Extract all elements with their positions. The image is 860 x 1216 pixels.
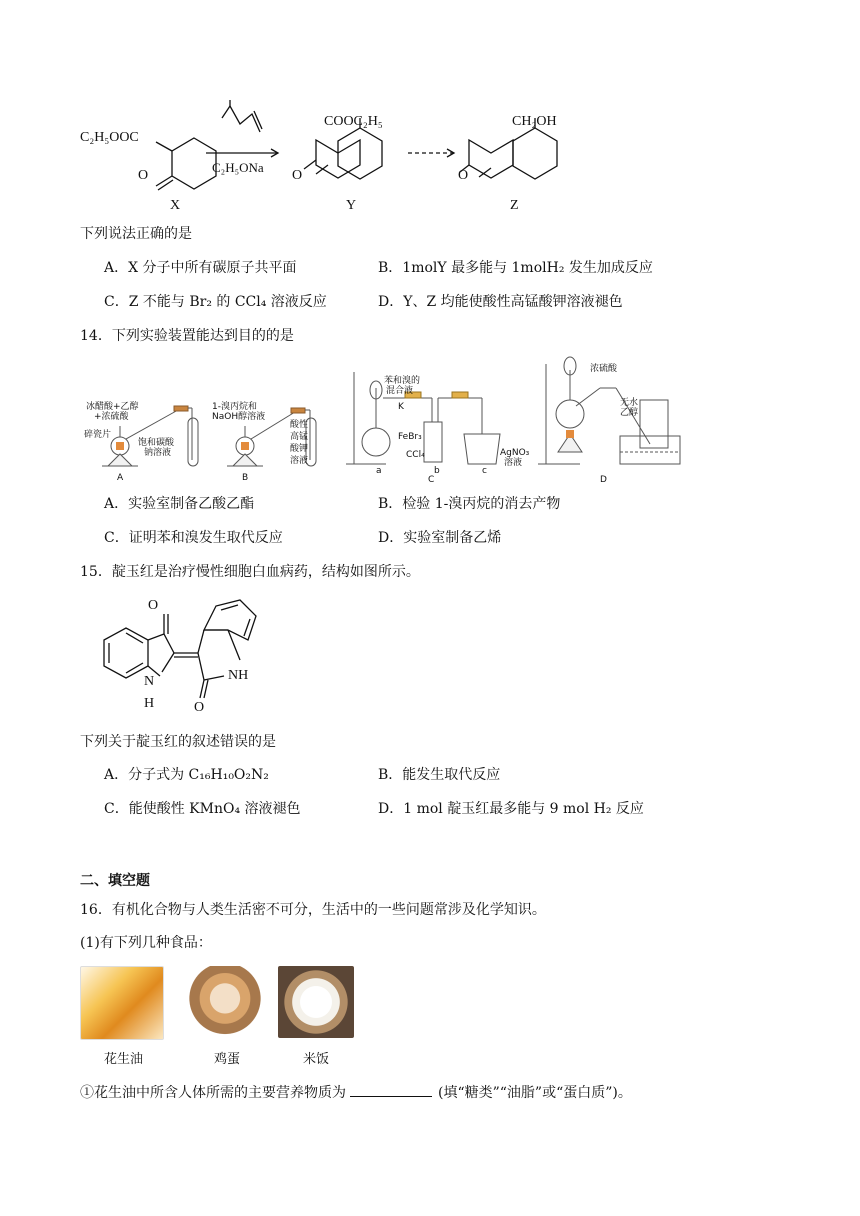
q16-sub1: (1)有下列几种食品： (80, 935, 212, 951)
a-reagent-label-2: +浓硫酸 (94, 412, 129, 422)
a-solution-label: 饱和碳酸 (138, 438, 175, 448)
d-acid-label: 浓硫酸 (590, 364, 618, 374)
d-label: D (600, 475, 607, 485)
q16-q1 (80, 1082, 632, 1103)
q13-option-b: B．1molY 最多能与 1molH₂ 发生加成反应 (378, 260, 653, 276)
a-solution-label-2: 钠溶液 (144, 448, 172, 458)
c-agno3-label-2: 溶液 (504, 458, 523, 468)
indirubin-o-bottom: O (194, 700, 205, 715)
label-x: X (170, 198, 181, 213)
a-chip-label: 碎瓷片 (84, 430, 112, 440)
b-reagent-label: 1-溴丙烷和 (212, 402, 257, 412)
c-ccl4-label: CCl₄ (406, 450, 425, 460)
indirubin-structure (76, 590, 276, 720)
reagent-label: C₂H₅ONa (212, 160, 264, 175)
label-y: Y (346, 198, 357, 213)
x-ester-label: C₂H₅OOC (80, 130, 139, 145)
indirubin-o-top: O (148, 598, 159, 613)
q14-option-a: A．实验室制备乙酸乙酯 (104, 496, 255, 512)
c-k-label: K (398, 402, 404, 412)
food-label-rice: 米饭 (303, 1052, 330, 1067)
d-ethanol-label-2: 乙醇 (620, 408, 639, 418)
y-oxo-label: O (292, 168, 303, 183)
rice-image (278, 966, 354, 1038)
x-oxo-label: O (138, 168, 149, 183)
q14-stem: 14．下列实验装置能达到目的的是 (80, 328, 294, 344)
food-label-eggs: 鸡蛋 (214, 1052, 241, 1067)
q15-stem: 15．靛玉红是治疗慢性细胞白血病药，结构如图所示。 (80, 564, 420, 580)
b-solution-label-2: 高锰 (290, 432, 309, 442)
c-febr3-label: FeBr₃ (398, 432, 422, 442)
a-reagent-label: 冰醋酸+乙醇 (86, 402, 139, 412)
q15-option-a: A．分子式为 C₁₆H₁₀O₂N₂ (104, 767, 269, 783)
c-label: C (428, 475, 435, 485)
q14-option-c: C．证明苯和溴发生取代反应 (104, 530, 283, 546)
q13-stem: 下列说法正确的是 (80, 226, 192, 242)
q16-stem: 16．有机化合物与人类生活密不可分，生活中的一些问题常涉及化学知识。 (80, 902, 546, 918)
indirubin-n-left: N (144, 674, 155, 689)
b-reagent-label-2: NaOH醇溶液 (212, 412, 266, 422)
q16-q1-prefix: ①花生油中所含人体所需的主要营养物质为 (80, 1085, 346, 1101)
a-label: A (117, 473, 124, 483)
q13-option-a: A．X 分子中所有碳原子共平面 (104, 260, 297, 276)
indirubin-h-left: H (144, 696, 155, 711)
y-ester-label: COOC₂H₅ (324, 114, 383, 129)
c-c-label: c (482, 466, 487, 476)
z-oxo-label: O (458, 168, 469, 183)
b-solution-label-3: 酸钾 (290, 444, 309, 454)
c-b-label: b (434, 466, 440, 476)
z-ch2oh-label: CH₂OH (512, 114, 557, 129)
c-a-label: a (376, 466, 382, 476)
molecule-x (156, 138, 216, 190)
peanut-oil-image (80, 966, 164, 1040)
food-label-peanut-oil: 花生油 (104, 1052, 144, 1067)
q13-option-d: D．Y、Z 均能使酸性高锰酸钾溶液褪色 (378, 294, 623, 310)
indirubin-nh-right: NH (228, 668, 249, 683)
q13-option-c: C．Z 不能与 Br₂ 的 CCl₄ 溶液反应 (104, 294, 327, 310)
c-mix-label-2: 混合液 (386, 386, 414, 396)
reaction-arrow-2 (408, 149, 454, 157)
b-solution-label-4: 溶液 (290, 456, 309, 466)
q14-option-b: B．检验 1-溴丙烷的消去产物 (378, 496, 561, 512)
b-label: B (242, 473, 249, 483)
section-heading: 二、填空题 (80, 873, 150, 889)
q14-option-d: D．实验室制备乙烯 (378, 530, 502, 546)
q15-option-d: D．1 mol 靛玉红最多能与 9 mol H₂ 反应 (378, 801, 644, 817)
q15-option-c: C．能使酸性 KMnO₄ 溶液褪色 (104, 801, 301, 817)
q15-option-b: B．能发生取代反应 (378, 767, 501, 783)
q16-q1-suffix: (填“糖类”“油脂”或“蛋白质”)。 (438, 1085, 632, 1101)
reaction-arrow-1 (206, 100, 278, 157)
c-mix-label: 苯和溴的 (384, 376, 421, 386)
eggs-image (184, 966, 266, 1038)
b-solution-label: 酸性 (290, 420, 309, 430)
label-z: Z (510, 198, 519, 213)
c-agno3-label: AgNO₃ (500, 448, 530, 458)
q15-question: 下列关于靛玉红的叙述错误的是 (80, 734, 276, 750)
d-ethanol-label: 无水 (620, 398, 639, 408)
answer-blank[interactable] (350, 1082, 432, 1097)
